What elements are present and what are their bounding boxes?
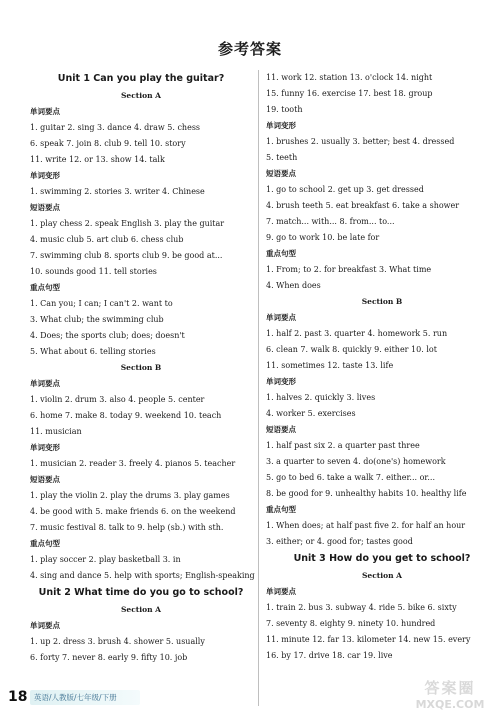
answer-line: 4. worker 5. exercises: [266, 409, 356, 418]
subsection-heading: 单词要点: [266, 587, 296, 596]
answer-line: 1. guitar 2. sing 3. dance 4. draw 5. chess: [30, 123, 201, 132]
unit-heading: Unit 1 Can you play the guitar?: [57, 73, 225, 84]
answer-line: 7. music festival 8. talk to 9. help (sb.) with sth.: [30, 523, 224, 532]
subsection-heading: 单词变形: [30, 171, 60, 180]
answer-line: 5. go to bed 6. take a walk 7. either... or...: [266, 473, 435, 482]
answer-line: 1. play the violin 2. play the drums 3. play games: [30, 491, 230, 500]
answer-line: 11. work 12. station 13. o'clock 14. night: [266, 73, 433, 82]
subsection-heading: 单词变形: [266, 121, 296, 130]
subsection-heading: 单词要点: [266, 313, 296, 322]
section-heading: Section B: [120, 363, 162, 372]
subsection-heading: 短语要点: [30, 203, 60, 212]
answer-line: 1. train 2. bus 3. subway 4. ride 5. bike 6. sixty: [266, 603, 457, 612]
left-answer-column: [30, 70, 255, 666]
answer-line: 11. minute 12. far 13. kilometer 14. new 15. every: [266, 635, 471, 644]
answer-line: 4. sing and dance 5. help with sports; English-speaking: [30, 571, 255, 580]
page-number: 18: [8, 689, 28, 705]
answer-line: 1. play chess 2. speak English 3. play the guitar: [30, 219, 225, 228]
answer-line: 1. play soccer 2. play basketball 3. in: [30, 555, 181, 564]
answer-line: 11. sometimes 12. taste 13. life: [266, 361, 394, 370]
answer-line: 4. be good with 5. make friends 6. on the weekend: [30, 507, 236, 516]
answer-line: 8. be good for 9. unhealthy habits 10. healthy life: [266, 489, 467, 498]
subsection-heading: 短语要点: [266, 425, 296, 434]
answer-line: 4. music club 5. art club 6. chess club: [30, 235, 184, 244]
subsection-heading: 短语要点: [266, 169, 296, 178]
answer-line: 16. by 17. drive 18. car 19. live: [266, 651, 393, 660]
answer-line: 7. match... with... 8. from... to...: [266, 217, 395, 226]
answer-line: 1. musician 2. reader 3. freely 4. pianos 5. teacher: [30, 459, 236, 468]
section-heading: Section A: [121, 605, 161, 614]
book-label: 英语/人教版/七年级/下册: [34, 693, 117, 702]
answer-line: 3. either; or 4. good for; tastes good: [266, 537, 413, 546]
answer-line: 4. brush teeth 5. eat breakfast 6. take a shower: [266, 201, 460, 210]
subsection-heading: 重点句型: [266, 249, 296, 258]
answer-line: 6. clean 7. walk 8. quickly 9. either 10. lot: [266, 345, 437, 354]
answer-line: 11. musician: [30, 427, 82, 436]
answer-line: 3. a quarter to seven 4. do(one's) homework: [266, 457, 446, 466]
answer-line: 1. When does; at half past five 2. for half an hour: [266, 521, 466, 530]
page-title: 参考答案: [217, 40, 282, 58]
answer-line: 7. seventy 8. eighty 9. ninety 10. hundred: [266, 619, 436, 628]
subsection-heading: 重点句型: [30, 283, 60, 292]
subsection-heading: 短语要点: [30, 475, 60, 484]
subsection-heading: 单词变形: [266, 377, 296, 386]
watermark-url: MXQE.COM: [415, 698, 485, 711]
answer-line: 6. speak 7. join 8. club 9. tell 10. story: [30, 139, 186, 148]
answer-line: 1. From; to 2. for breakfast 3. What time: [266, 265, 432, 274]
answer-line: 1. go to school 2. get up 3. get dressed: [266, 185, 424, 194]
subsection-heading: 重点句型: [30, 539, 60, 548]
section-heading: Section B: [361, 297, 403, 306]
subsection-heading: 单词要点: [30, 107, 60, 116]
answer-line: 4. Does; the sports club; does; doesn't: [30, 331, 185, 340]
unit-heading: Unit 3 How do you get to school?: [293, 553, 471, 564]
answer-line: 1. half 2. past 3. quarter 4. homework 5. run: [266, 329, 448, 338]
answer-line: 10. sounds good 11. tell stories: [30, 267, 157, 276]
answer-line: 4. When does: [266, 281, 321, 290]
answer-line: 1. Can you; I can; I can't 2. want to: [30, 299, 173, 308]
section-heading: Section A: [362, 571, 402, 580]
subsection-heading: 单词要点: [30, 621, 60, 630]
answer-line: 1. up 2. dress 3. brush 4. shower 5. usually: [30, 637, 205, 646]
column-divider: [258, 70, 259, 706]
answer-line: 1. brushes 2. usually 3. better; best 4. dressed: [266, 137, 455, 146]
answer-line: 1. swimming 2. stories 3. writer 4. Chinese: [30, 187, 205, 196]
answer-line: 3. What club; the swimming club: [30, 315, 164, 324]
subsection-heading: 重点句型: [266, 505, 296, 514]
answer-line: 9. go to work 10. be late for: [266, 233, 380, 242]
answer-line: 1. half past six 2. a quarter past three: [266, 441, 420, 450]
answer-line: 6. home 7. make 8. today 9. weekend 10. teach: [30, 411, 222, 420]
subsection-heading: 单词变形: [30, 443, 60, 452]
watermark-logo: [406, 678, 494, 716]
unit-heading: Unit 2 What time do you go to school?: [38, 587, 244, 598]
answer-line: 5. What about 6. telling stories: [30, 347, 156, 356]
section-heading: Section A: [121, 91, 161, 100]
answer-line: 6. forty 7. never 8. early 9. fifty 10. job: [30, 653, 188, 662]
answer-line: 5. teeth: [266, 153, 298, 162]
answer-line: 11. write 12. or 13. show 14. talk: [30, 155, 165, 164]
answer-line: 1. violin 2. drum 3. also 4. people 5. center: [30, 395, 205, 404]
right-answer-column: [266, 70, 498, 664]
answer-line: 1. halves 2. quickly 3. lives: [266, 393, 376, 402]
answer-line: 19. tooth: [266, 105, 303, 114]
answer-line: 7. swimming club 8. sports club 9. be good at...: [30, 251, 223, 260]
answer-line: 15. funny 16. exercise 17. best 18. group: [266, 89, 433, 98]
subsection-heading: 单词要点: [30, 379, 60, 388]
watermark-title: 答案圈: [424, 679, 476, 697]
